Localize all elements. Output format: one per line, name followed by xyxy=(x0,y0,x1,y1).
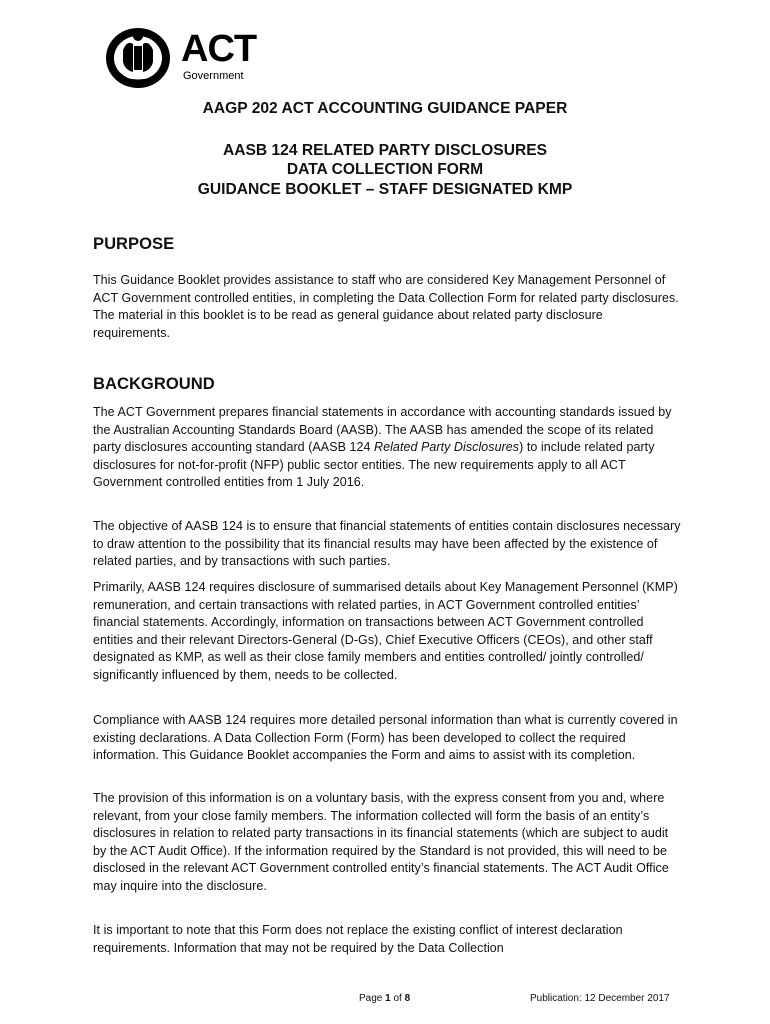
title-line-3: GUIDANCE BOOKLET – STAFF DESIGNATED KMP xyxy=(197,180,573,198)
publication-date: Publication: 12 December 2017 xyxy=(530,993,670,1004)
logo-wordmark: ACT xyxy=(181,28,257,70)
bg1-standard-name: Related Party Disclosures xyxy=(374,440,520,454)
background-paragraph-5: The provision of this information is on a voluntary basis, with the express consent from you and, where relevant, from your close family members. The information collected will form the basis of an entity’s disclosures in relation to related party transactions in its financial statements (which are subject to audit by the ACT Audit Office). If the information required by the Standard is not provided, this will need to be disclosed in the relevant ACT Government controlled entity’s financial statements. The ACT Audit Office may inquire into the disclosure. xyxy=(93,791,669,893)
coat-of-arms-icon xyxy=(103,24,173,90)
title-line-2: DATA COLLECTION FORM xyxy=(286,161,484,179)
logo-subtitle: Government xyxy=(183,70,244,82)
of-word: of xyxy=(393,993,402,1004)
bg1-text-a: The ACT Government prepares financial statements in accordance with accounting standards issued by the Australian Accounting Standards Board (AASB). The AASB has amended the scope of its related party disclosures accounting standard (AASB 124 xyxy=(93,405,672,454)
background-paragraph-6: It is important to note that this Form does not replace the existing conflict of interest declaration requirements. Information that may not be required by the Data Collection xyxy=(93,923,623,955)
background-paragraph-1 xyxy=(93,404,683,492)
document-title xyxy=(0,141,770,199)
current-page: 1 xyxy=(385,993,391,1004)
background-paragraph-4: Compliance with AASB 124 requires more detailed personal information than what is currently covered in existing declarations. A Data Collection Form (Form) has been developed to collect the required information. This Guidance Booklet accompanies the Form and aims to assist with its completion. xyxy=(93,713,678,762)
background-paragraph-3: Primarily, AASB 124 requires disclosure of summarised details about Key Management Personnel (KMP) remuneration, and certain transactions with related parties, in ACT Government controlled entities’ financial statements. Accordingly, information on transactions between ACT Government controlled entities and their relevant Directors-General (D-Gs), Chief Executive Officers (CEOs), and other staff designated as KMP, as well as their close family members and entities controlled/ jointly controlled/ significantly influenced by them, needs to be collected. xyxy=(93,580,678,682)
page-number xyxy=(359,993,410,1004)
background-heading: BACKGROUND xyxy=(93,374,215,393)
total-pages: 8 xyxy=(404,993,411,1004)
page-word: Page xyxy=(359,993,383,1004)
background-paragraph-2: The objective of AASB 124 is to ensure that financial statements of entities contain disclosures necessary to draw attention to the possibility that its financial results may have been affected by the existence of related parties, and by transactions with such parties. xyxy=(93,519,681,568)
bg1-text-b: ) to include related party disclosures for not-for-profit (NFP) public sector entities. The new requirements apply to all ACT Government controlled entities from 1 July 2016. xyxy=(93,440,655,489)
purpose-heading: PURPOSE xyxy=(93,234,175,253)
purpose-paragraph: This Guidance Booklet provides assistance to staff who are considered Key Management Personnel of ACT Government controlled entities, in completing the Data Collection Form for related party disclosures. The material in this booklet is to be read as general guidance about related party disclosure requirements. xyxy=(93,273,679,340)
title-line-1: AASB 124 RELATED PARTY DISCLOSURES xyxy=(222,142,548,159)
act-government-logo xyxy=(103,24,257,90)
paper-title: AAGP 202 ACT ACCOUNTING GUIDANCE PAPER xyxy=(202,100,568,117)
